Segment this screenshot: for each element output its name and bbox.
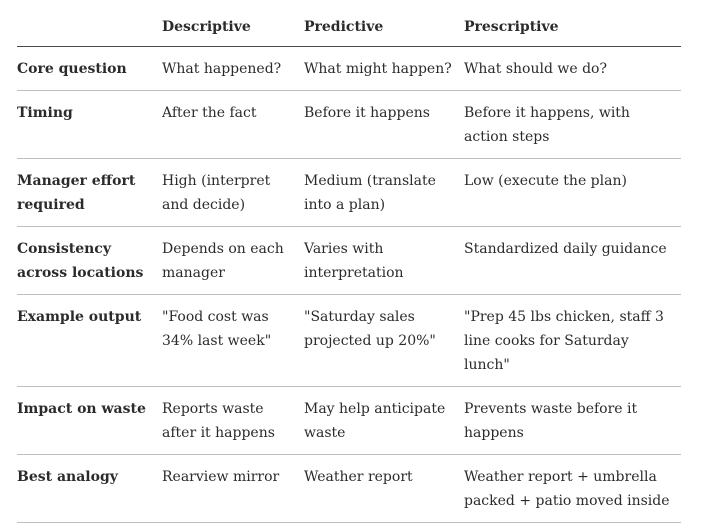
table-cell: Low (execute the plan) (464, 159, 681, 227)
table-cell: "Food cost was 34% last week" (162, 295, 304, 387)
table-cell: High (interpret and decide) (162, 159, 304, 227)
table-cell: "Prep 45 lbs chicken, staff 3 line cooks for Saturday lunch" (464, 295, 681, 387)
row-label: Timing (17, 91, 162, 159)
table-cell: Before it happens (304, 91, 464, 159)
table-cell: Medium (translate into a plan) (304, 159, 464, 227)
table-cell: What should we do? (464, 47, 681, 91)
table-cell: Depends on each manager (162, 227, 304, 295)
row-label: Impact on waste (17, 387, 162, 455)
row-label: Manager effort required (17, 159, 162, 227)
table-row (17, 227, 681, 295)
table-cell: What happened? (162, 47, 304, 91)
table-cell: After the fact (162, 91, 304, 159)
comparison-table (17, 8, 681, 523)
table-row (17, 387, 681, 455)
table-cell: Varies with interpretation (304, 227, 464, 295)
table-row (17, 91, 681, 159)
table-header (17, 8, 681, 47)
row-label: Consistency across locations (17, 227, 162, 295)
row-label: Best analogy (17, 455, 162, 523)
table-cell: Rearview mirror (162, 455, 304, 523)
row-label: Core question (17, 47, 162, 91)
table-cell: Weather report (304, 455, 464, 523)
header-predictive: Predictive (304, 8, 464, 47)
table-row (17, 47, 681, 91)
table-cell: Before it happens, with action steps (464, 91, 681, 159)
header-descriptive: Descriptive (162, 8, 304, 47)
table-cell: Weather report + umbrella packed + patio moved inside (464, 455, 681, 523)
table-cell: Reports waste after it happens (162, 387, 304, 455)
header-row (17, 8, 681, 47)
row-label: Example output (17, 295, 162, 387)
table-cell: "Saturday sales projected up 20%" (304, 295, 464, 387)
table-body (17, 47, 681, 523)
table-cell: Standardized daily guidance (464, 227, 681, 295)
table-cell: May help anticipate waste (304, 387, 464, 455)
table-cell: Prevents waste before it happens (464, 387, 681, 455)
header-empty (17, 8, 162, 47)
table-row (17, 159, 681, 227)
table-cell: What might happen? (304, 47, 464, 91)
header-prescriptive: Prescriptive (464, 8, 681, 47)
table-row (17, 295, 681, 387)
